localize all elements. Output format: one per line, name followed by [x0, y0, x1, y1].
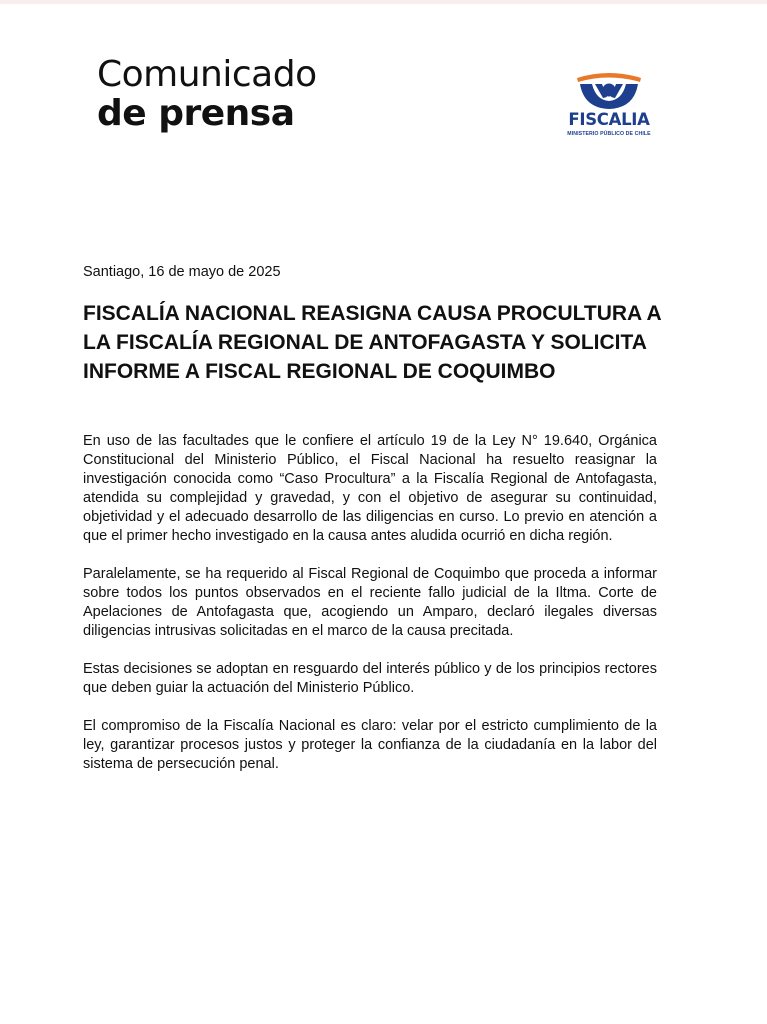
title-line-1: Comunicado — [97, 54, 317, 95]
fiscalia-emblem-icon — [574, 70, 644, 112]
fiscalia-logo — [553, 70, 665, 142]
document-page — [0, 4, 767, 1024]
logo-name: FISCALIA — [568, 110, 650, 129]
headline: FISCALÍA NACIONAL REASIGNA CAUSA PROCULTURA A LA FISCALÍA REGIONAL DE ANTOFAGASTA Y SOLICITA INFORME A FISCAL REGIONAL DE COQUIMBO — [83, 302, 661, 383]
paragraph-1: En uso de las facultades que le confiere el artículo 19 de la Ley N° 19.640, Orgánica Constitucional del Ministerio Público, el Fiscal Nacional ha resuelto reasignar la investigación conocida como “Caso Procultura” a la Fiscalía Regional de Antofagasta, atendida su complejidad y gravedad, y con el objetivo de asegurar su continuidad, objetividad y el adecuado desarrollo de las diligencias en curso. Lo previo en atención a que el primer hecho investigado en la causa antes aludida ocurrió en dicha región. — [83, 433, 657, 544]
paragraph-3: Estas decisiones se adoptan en resguardo del interés público y de los principios rectores que deben guiar la actuación del Ministerio Público. — [83, 661, 657, 696]
logo-subtitle: MINISTERIO PÚBLICO DE CHILE — [567, 131, 651, 137]
title-line-2: de prensa — [97, 93, 295, 134]
press-release-body — [83, 432, 657, 793]
paragraph-2: Paralelamente, se ha requerido al Fiscal Regional de Coquimbo que proceda a informar sobre todos los puntos observados en el reciente fallo judicial de la Iltma. Corte de Apelaciones de Antofagasta que, acogiendo un Amparo, declaró ilegales diversas diligencias intrusivas solicitadas en el marco de la causa precitada. — [83, 566, 657, 639]
paragraph-4: El compromiso de la Fiscalía Nacional es claro: velar por el estricto cumplimiento de la ley, garantizar procesos justos y proteger la confianza de la ciudadanía en la labor del sistema de persecución penal. — [83, 718, 657, 772]
release-date: Santiago, 16 de mayo de 2025 — [83, 264, 281, 280]
page-title — [97, 56, 317, 134]
